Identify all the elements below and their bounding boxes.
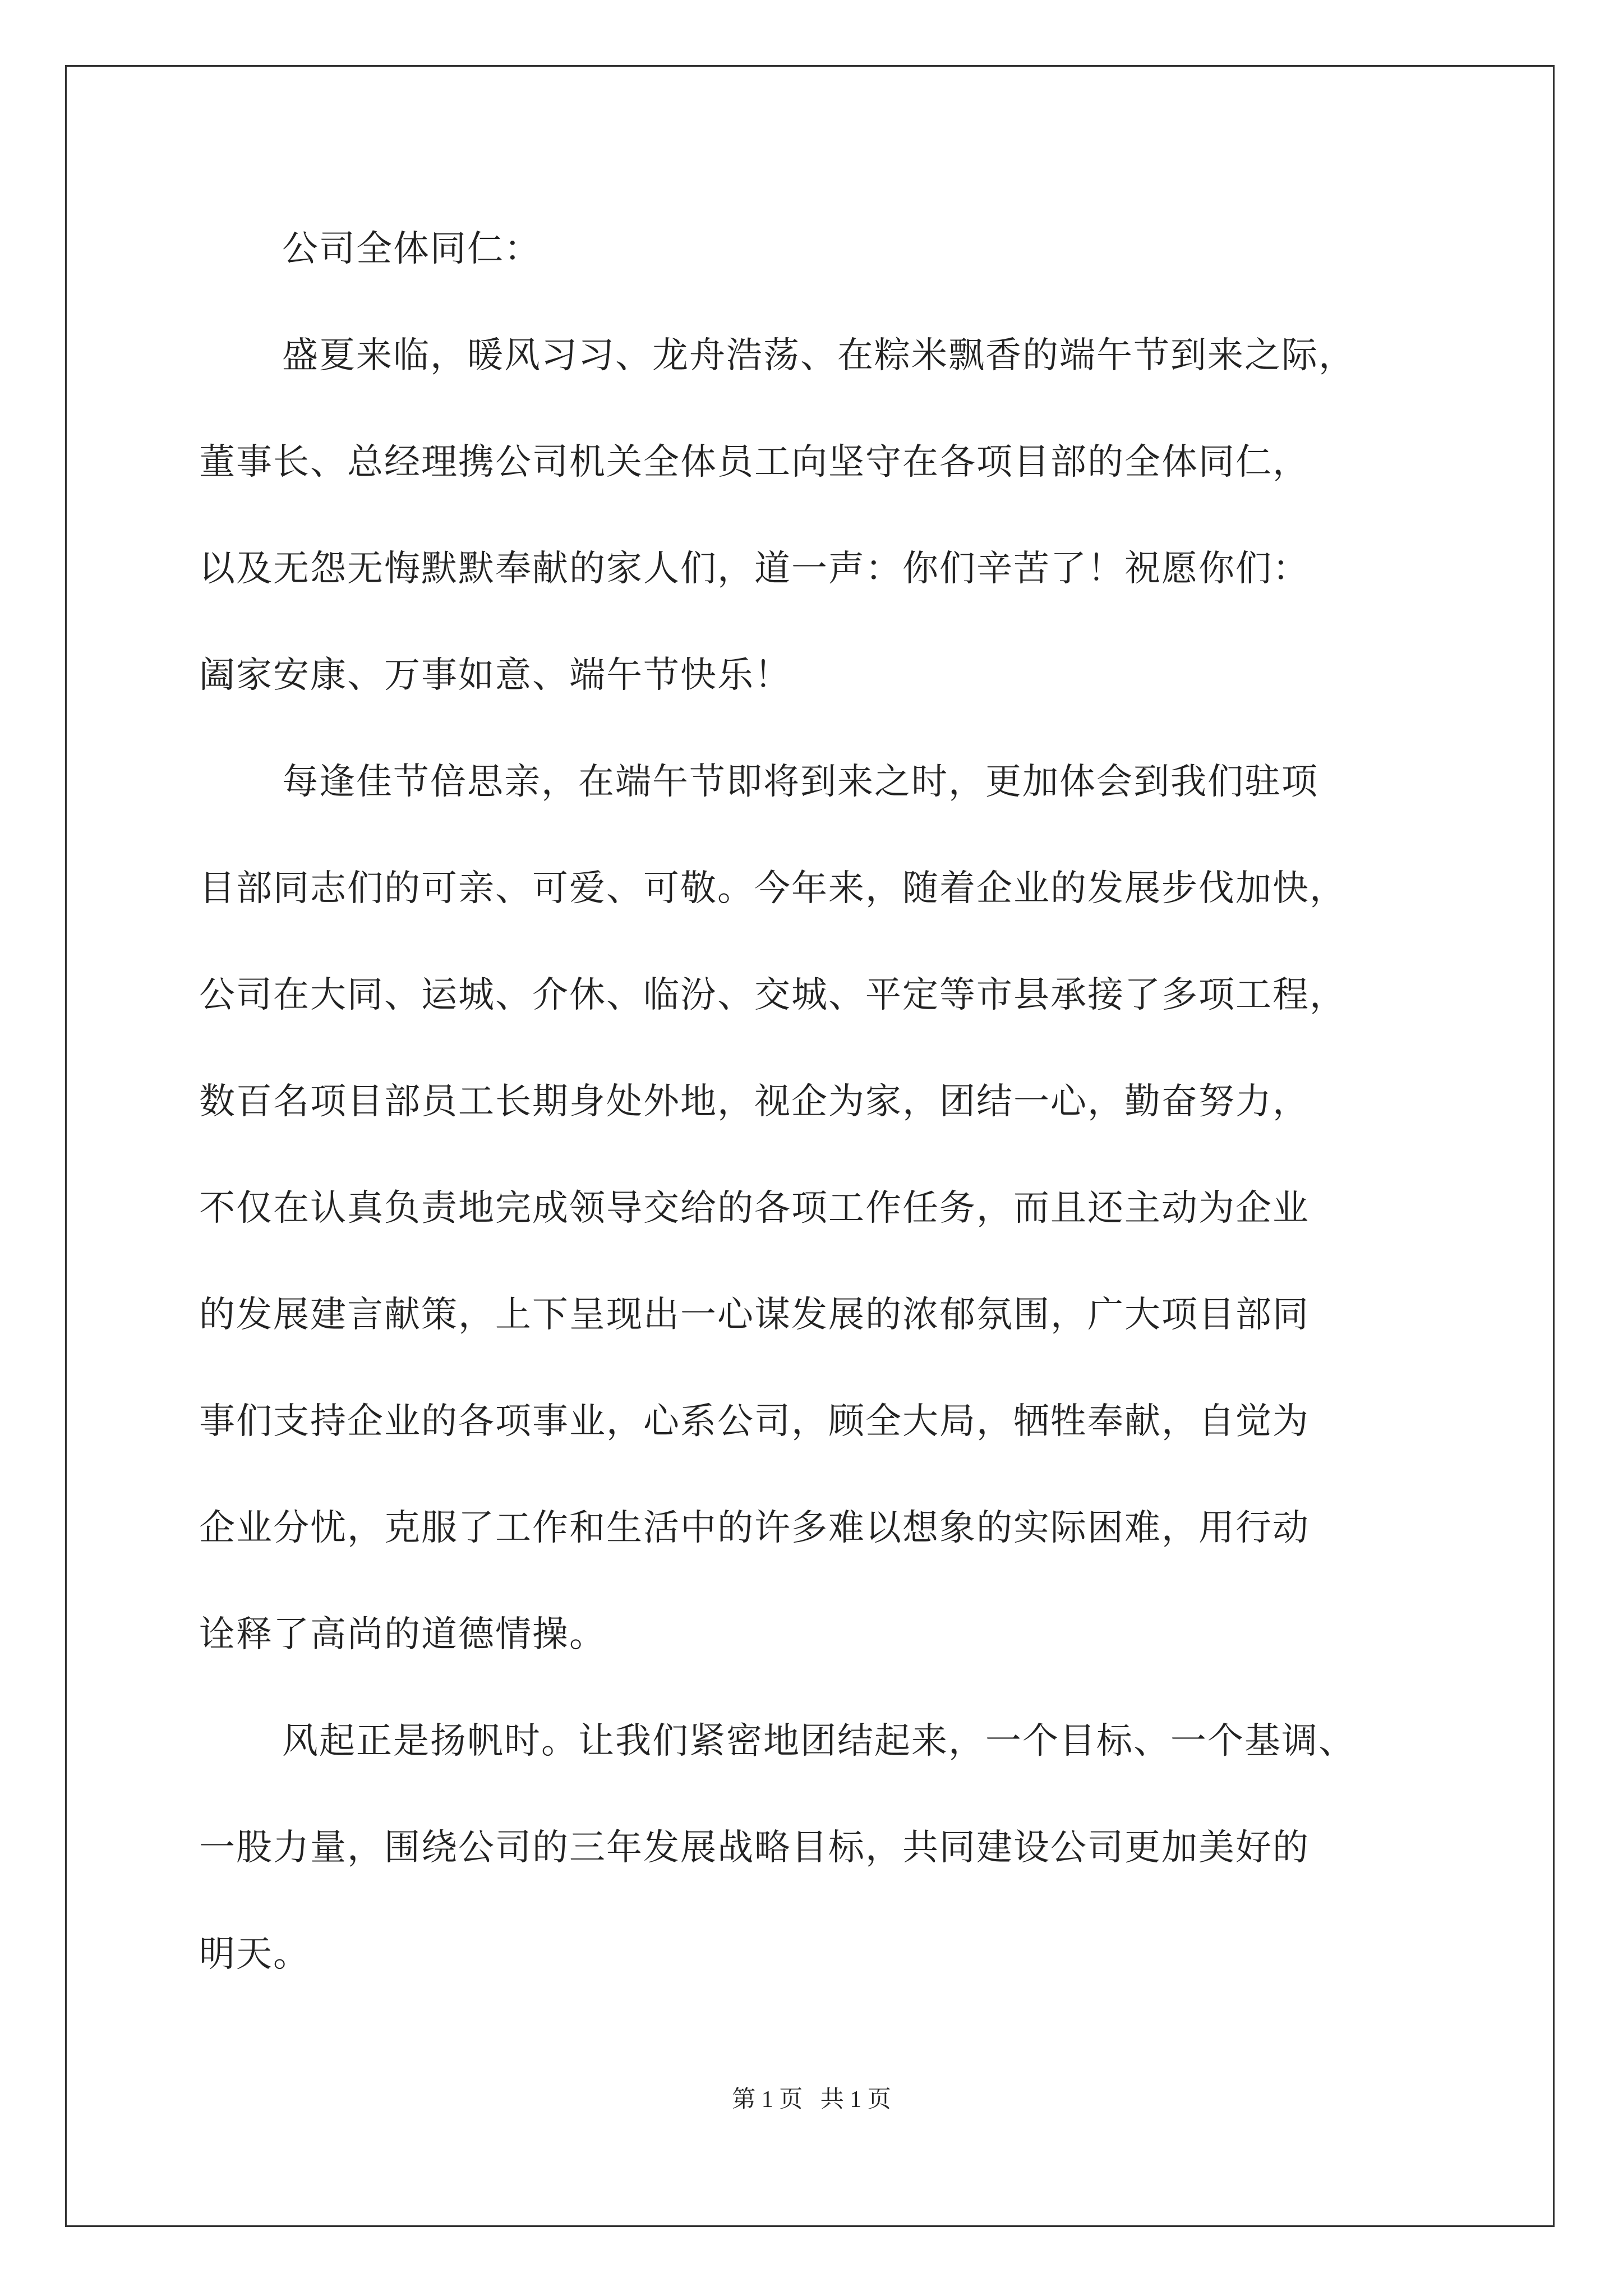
paragraph-1-line-4: 阖家安康、万事如意、端午节快乐！ bbox=[199, 655, 791, 696]
paragraph-2-line-7: 事们支持企业的各项事业，心系公司，顾全大局，牺牲奉献，自觉为 bbox=[199, 1401, 1310, 1442]
salutation: 公司全体同仁： bbox=[282, 228, 541, 270]
paragraph-2-line-6: 的发展建言献策，上下呈现出一心谋发展的浓郁氛围，广大项目部同 bbox=[199, 1294, 1310, 1336]
paragraph-2-line-1: 每逢佳节倍思亲，在端午节即将到来之时，更加体会到我们驻项 bbox=[282, 761, 1318, 803]
paragraph-1-line-1: 盛夏来临，暖风习习、龙舟浩荡、在粽米飘香的端午节到来之际， bbox=[282, 335, 1355, 376]
paragraph-2-line-8: 企业分忧，克服了工作和生活中的许多难以想象的实际困难，用行动 bbox=[199, 1507, 1310, 1549]
paragraph-2-line-3: 公司在大同、运城、介休、临汾、交城、平定等市县承接了多项工程， bbox=[199, 974, 1347, 1016]
page-border bbox=[65, 65, 1555, 2227]
paragraph-1-line-2: 董事长、总经理携公司机关全体员工向坚守在各项目部的全体同仁， bbox=[199, 441, 1310, 483]
paragraph-3-line-2: 一股力量，围绕公司的三年发展战略目标，共同建设公司更加美好的 bbox=[199, 1827, 1310, 1869]
paragraph-2-line-4: 数百名项目部员工长期身处外地，视企为家，团结一心，勤奋努力， bbox=[199, 1081, 1310, 1122]
page-footer: 第 1 页 共 1 页 bbox=[732, 2087, 891, 2113]
paragraph-3-line-1: 风起正是扬帆时。让我们紧密地团结起来，一个目标、一个基调、 bbox=[282, 1720, 1355, 1762]
paragraph-3-line-3: 明天。 bbox=[199, 1934, 310, 1975]
paragraph-2-line-5: 不仅在认真负责地完成领导交给的各项工作任务，而且还主动为企业 bbox=[199, 1188, 1310, 1229]
paragraph-2-line-9: 诠释了高尚的道德情操。 bbox=[199, 1614, 606, 1655]
paragraph-2-line-2: 目部同志们的可亲、可爱、可敬。今年来，随着企业的发展步伐加快， bbox=[199, 868, 1347, 909]
paragraph-1-line-3: 以及无怨无悔默默奉献的家人们，道一声：你们辛苦了！祝愿你们： bbox=[199, 548, 1310, 590]
